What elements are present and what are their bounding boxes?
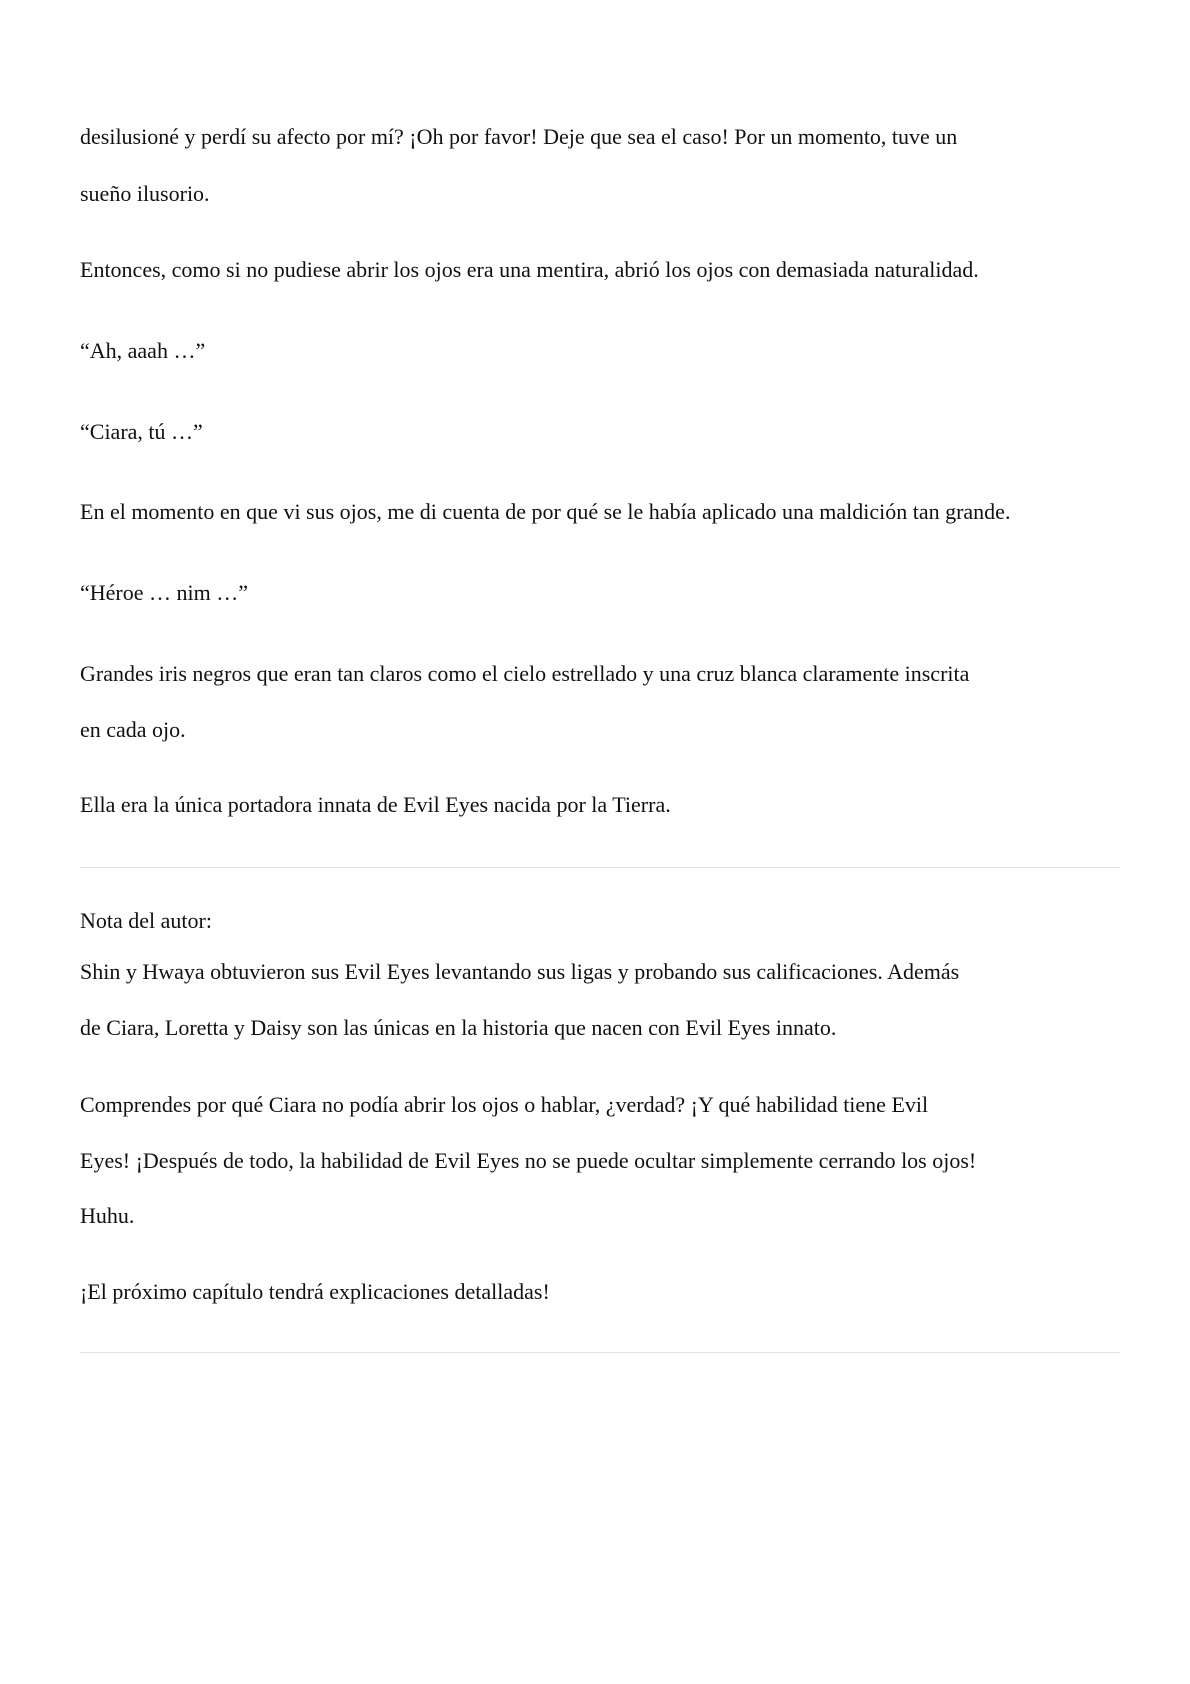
dialogue-line-1: “Ah, aaah …”: [80, 338, 206, 363]
story-paragraph-7-line-2: en cada ojo.: [80, 717, 186, 742]
story-paragraph-5: En el momento en que vi sus ojos, me di cuenta de por qué se le había aplicado una maldición tan grande.: [80, 499, 1011, 524]
author-note-paragraph-3: ¡El próximo capítulo tendrá explicaciones detalladas!: [80, 1279, 550, 1304]
author-note-paragraph-1-line-1: Shin y Hwaya obtuvieron sus Evil Eyes levantando sus ligas y probando sus calificaciones. Además: [80, 959, 960, 984]
story-paragraph-1-line-1: desilusioné y perdí su afecto por mí? ¡Oh por favor! Deje que sea el caso! Por un momento, tuve un: [80, 124, 958, 149]
story-paragraph-2: Entonces, como si no pudiese abrir los ojos era una mentira, abrió los ojos con demasiada naturalidad.: [80, 257, 979, 282]
author-note-paragraph-2-line-3: Huhu.: [80, 1203, 135, 1228]
story-paragraph-7-line-1: Grandes iris negros que eran tan claros como el cielo estrellado y una cruz blanca claramente inscrita: [80, 661, 970, 686]
story-paragraph-8: Ella era la única portadora innata de Evil Eyes nacida por la Tierra.: [80, 792, 671, 817]
section-divider-2: [80, 1352, 1120, 1353]
story-paragraph-1-line-2: sueño ilusorio.: [80, 181, 210, 206]
dialogue-line-2: “Ciara, tú …”: [80, 419, 203, 444]
author-note-heading: Nota del autor:: [80, 908, 212, 933]
author-note-paragraph-2-line-1: Comprendes por qué Ciara no podía abrir los ojos o hablar, ¿verdad? ¡Y qué habilidad tiene Evil: [80, 1092, 929, 1117]
author-note-paragraph-2-line-2: Eyes! ¡Después de todo, la habilidad de Evil Eyes no se puede ocultar simplemente cerrando los ojos!: [80, 1148, 977, 1173]
section-divider-1: [80, 867, 1120, 868]
author-note-paragraph-1-line-2: de Ciara, Loretta y Daisy son las únicas en la historia que nacen con Evil Eyes innato.: [80, 1015, 837, 1040]
dialogue-line-3: “Héroe … nim …”: [80, 580, 248, 605]
